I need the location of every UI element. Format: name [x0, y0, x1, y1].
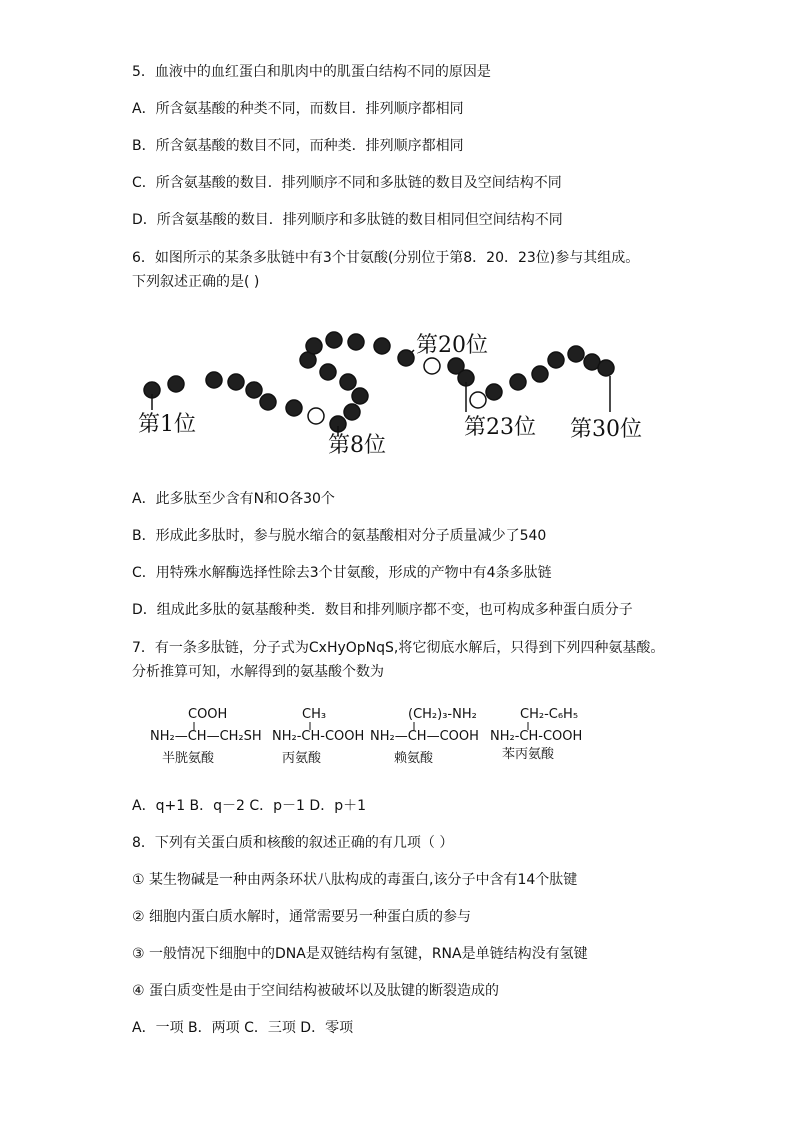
amino-acid-residue [486, 384, 502, 400]
q8-item-2: ② 细胞内蛋白质水解时，通常需要另一种蛋白质的参与 [132, 909, 471, 925]
label-pos23: 第23位 [464, 415, 536, 440]
cysteine-main: NH₂—CH—CH₂SH [150, 729, 262, 744]
glycine-residue [424, 358, 440, 374]
formula-lysine [370, 707, 479, 766]
amino-acid-residue [326, 332, 342, 348]
q8-item-3: ③ 一般情况下细胞中的DNA是双链结构有氢键，RNA是单链结构没有氢键 [132, 946, 588, 962]
amino-acid-residue [246, 382, 262, 398]
amino-acid-residue [374, 338, 390, 354]
q6-option-b: B．形成此多肽时，参与脱水缩合的氨基酸相对分子质量减少了540 [132, 528, 547, 544]
q6-stem-line1: 6．如图所示的某条多肽链中有3个甘氨酸(分别位于第8．20．23位)参与其组成。 [132, 250, 640, 266]
label-pos30: 第30位 [570, 417, 642, 442]
amino-acid-residue [168, 376, 184, 392]
cysteine-name: 半胱氨酸 [162, 751, 215, 766]
amino-acid-residue [532, 366, 548, 382]
formula-phenylalanine [490, 707, 582, 762]
q7-stem-line1: 7．有一条多肽链，分子式为CxHyOpNqS,将它彻底水解后，只得到下列四种氨基酸。 [132, 640, 665, 656]
q6-option-a: A．此多肽至少含有N和O各30个 [132, 491, 335, 507]
q7-stem-line2: 分析推算可知，水解得到的氨基酸个数为 [132, 664, 384, 680]
amino-acid-residue [228, 374, 244, 390]
q5-option-d: D．所含氨基酸的数目．排列顺序和多肽链的数目相同但空间结构不同 [132, 212, 563, 228]
alanine-group: CH₃ [302, 707, 327, 722]
lysine-main: NH₂—CH—COOH [370, 729, 479, 744]
label-pointer-pos20 [412, 350, 414, 352]
q5-option-c: C．所含氨基酸的数目．排列顺序不同和多肽链的数目及空间结构不同 [132, 175, 562, 191]
phenylalanine-group: CH₂-C₆H₅ [520, 707, 579, 722]
glycine-residue [470, 392, 486, 408]
label-pos8: 第8位 [328, 433, 386, 458]
amino-acid-residue [352, 388, 368, 404]
formula-cysteine [150, 707, 262, 766]
amino-acid-residue [344, 404, 360, 420]
label-pos20: 第20位 [416, 333, 488, 358]
formula-alanine [272, 707, 364, 766]
q6-stem-line2: 下列叙述正确的是( ) [132, 274, 260, 290]
amino-acid-residue [568, 346, 584, 362]
q6-option-c: C．用特殊水解酶选择性除去3个甘氨酸，形成的产物中有4条多肽链 [132, 565, 552, 581]
amino-acid-formulas [130, 700, 600, 770]
q8-options: A．一项 B．两项 C．三项 D．零项 [132, 1020, 354, 1036]
alanine-main: NH₂-CH-COOH [272, 729, 365, 744]
glycine-residue [308, 408, 324, 424]
amino-acid-residue [320, 364, 336, 380]
label-pos1: 第1位 [138, 412, 196, 437]
lysine-name: 赖氨酸 [394, 751, 434, 766]
amino-acid-residue [598, 360, 614, 376]
q8-stem: 8．下列有关蛋白质和核酸的叙述正确的有几项（ ） [132, 835, 454, 851]
amino-acid-residue [340, 374, 356, 390]
chain-beads [144, 332, 614, 432]
q8-item-1: ① 某生物碱是一种由两条环状八肽构成的毒蛋白,该分子中含有14个肽键 [132, 872, 578, 888]
amino-acid-residue [510, 374, 526, 390]
q5-option-b: B．所含氨基酸的数目不同，而种类．排列顺序都相同 [132, 138, 464, 154]
lysine-group: (CH₂)₃-NH₂ [408, 707, 477, 722]
polypeptide-chain-diagram [130, 320, 690, 470]
amino-acid-residue [306, 338, 322, 354]
phenylalanine-main: NH₂-CH-COOH [490, 729, 583, 744]
alanine-name: 丙氨酸 [282, 751, 322, 766]
amino-acid-residue [548, 352, 564, 368]
phenylalanine-name: 苯丙氨酸 [502, 747, 555, 762]
q5-stem: 5．血液中的血红蛋白和肌肉中的肌蛋白结构不同的原因是 [132, 64, 491, 80]
amino-acid-residue [206, 372, 222, 388]
q8-item-4: ④ 蛋白质变性是由于空间结构被破坏以及肽键的断裂造成的 [132, 983, 499, 999]
amino-acid-residue [286, 400, 302, 416]
q7-options: A．q+1 B．q－2 C．p－1 D．p＋1 [132, 798, 366, 814]
amino-acid-residue [260, 394, 276, 410]
amino-acid-residue [398, 350, 414, 366]
q5-option-a: A．所含氨基酸的种类不同，而数目．排列顺序都相同 [132, 101, 464, 117]
cysteine-group: COOH [188, 707, 228, 722]
q6-option-d: D．组成此多肽的氨基酸种类．数目和排列顺序都不变，也可构成多种蛋白质分子 [132, 602, 633, 618]
amino-acid-residue [348, 334, 364, 350]
